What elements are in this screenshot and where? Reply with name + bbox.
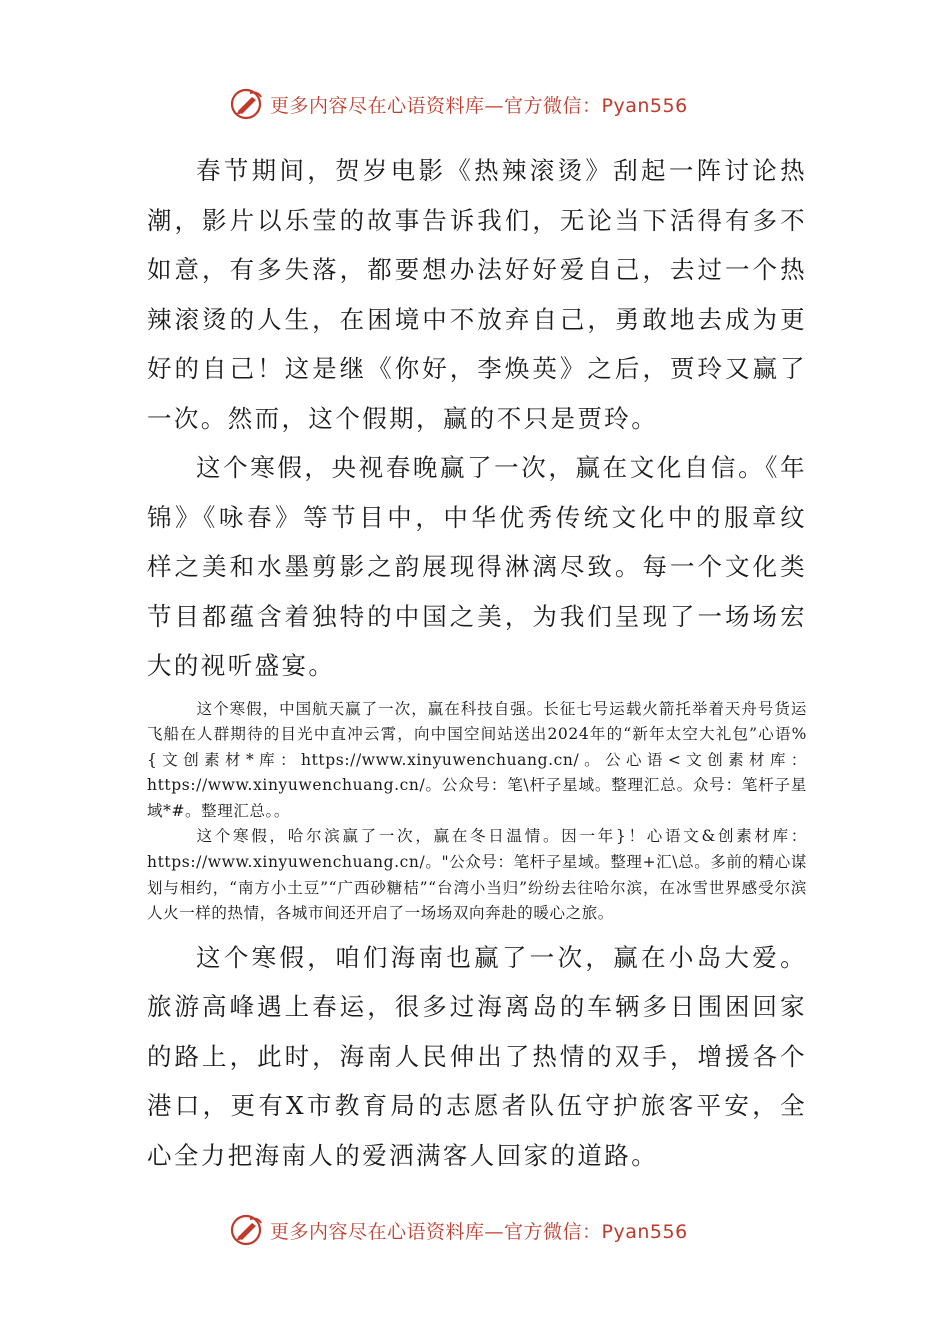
footer-banner-account: Pyan556 — [601, 1220, 688, 1243]
pen-logo-icon — [230, 1213, 264, 1247]
header-banner-account: Pyan556 — [601, 94, 688, 117]
header-banner-text: 更多内容尽在心语资料库—官方微信：Pyan556 — [270, 94, 688, 117]
pen-logo-icon — [230, 87, 264, 121]
footer-banner-text: 更多内容尽在心语资料库—官方微信：Pyan556 — [270, 1220, 688, 1243]
footer-banner — [230, 1212, 750, 1248]
paragraph-3: 这个寒假，中国航天赢了一次，赢在科技自强。长征七号运载火箭托举着天舟号货运飞船在人群期待的目光中直冲云霄，向中国空间站送出2024年的“新年太空大礼包”心语%{文创素材*库：https://www.xinyuwenchuang.cn/。公心语<文创素材库：https://www.xinyuwenchuang.cn/。公众号：笔\杆子星域。整理汇总。众号：笔杆子星域*#。整理汇总。。 — [147, 699, 807, 820]
paragraph-4: 这个寒假，哈尔滨赢了一次，赢在冬日温情。因一年}！心语文&创素材库：https://www.xinyuwenchuang.cn/。"公众号：笔杆子星域。整理+汇\总。多前的精心谋划与相约，“南方小土豆”“广西砂糖桔”“台湾小当归”纷纷去往哈尔滨，在冰雪世界感受尔滨人火一样的热情，各城市间还开启了一场场双向奔赴的暖心之旅。 — [147, 827, 807, 923]
paragraph-1: 春节期间，贺岁电影《热辣滚烫》刮起一阵讨论热潮，影片以乐莹的故事告诉我们，无论当下活得有多不如意，有多失落，都要想办法好好爱自己，去过一个热辣滚烫的人生，在困境中不放弃自己，勇敢地去成为更好的自己！这是继《你好，李焕英》之后，贾玲又赢了一次。然而，这个假期，赢的不只是贾玲。 — [147, 156, 807, 433]
document-body — [147, 146, 807, 1180]
paragraph-5: 这个寒假，咱们海南也赢了一次，赢在小岛大爱。旅游高峰遇上春运，很多过海离岛的车辆多日围困回家的路上，此时，海南人民伸出了热情的双手，增援各个港口，更有X市教育局的志愿者队伍守护旅客平安，全心全力把海南人的爱洒满客人回家的道路。 — [147, 942, 807, 1170]
header-banner — [230, 86, 750, 122]
paragraph-2: 这个寒假，央视春晚赢了一次，赢在文化自信。《年锦》《咏春》等节目中，中华优秀传统文化中的服章纹样之美和水墨剪影之韵展现得淋漓尽致。每一个文化类节目都蕴含着独特的中国之美，为我们呈现了一场场宏大的视听盛宴。 — [147, 453, 807, 680]
